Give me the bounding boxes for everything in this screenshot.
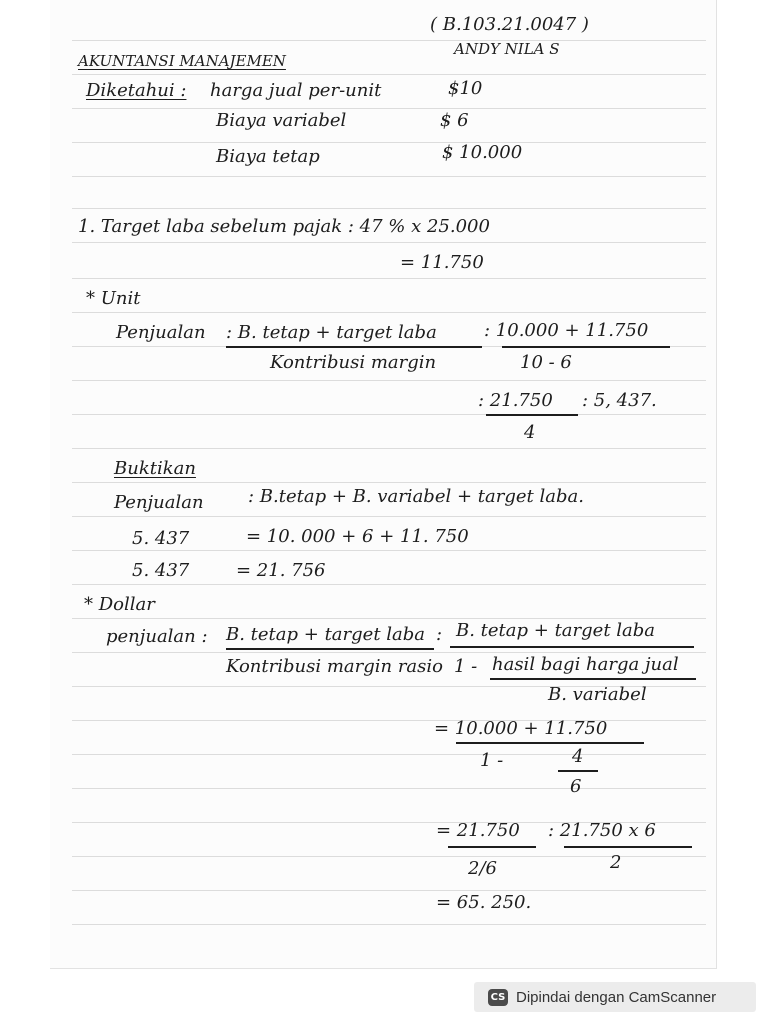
ruled-line xyxy=(72,618,706,619)
dollar-equals-sign: : xyxy=(436,624,443,645)
ruled-line xyxy=(72,652,706,653)
dollar-sales-label: penjualan : xyxy=(106,626,208,647)
camscanner-watermark xyxy=(474,982,756,1012)
check-row1-left: 5. 437 xyxy=(132,528,190,549)
dollar-rhs-inner-fraction-bar xyxy=(490,678,696,680)
ruled-line xyxy=(72,788,706,789)
unit-calc-numerator: : 10.000 + 11.750 xyxy=(484,320,649,341)
dollar-rhs-numerator: B. tetap + target laba xyxy=(456,620,656,641)
fixed-cost-label: Biaya tetap xyxy=(216,146,320,167)
check-heading: Buktikan xyxy=(114,458,196,479)
ruled-line xyxy=(72,754,706,755)
unit-calc-denominator: 10 - 6 xyxy=(520,352,572,373)
unit-result-numerator: : 21.750 xyxy=(478,390,553,411)
check-row1-right: = 10. 000 + 6 + 11. 750 xyxy=(246,526,469,547)
price-label: harga jual per-unit xyxy=(210,80,382,101)
dollar-rhs-inner-denominator: B. variabel xyxy=(548,684,647,705)
unit-heading: * Unit xyxy=(86,288,141,309)
unit-formula-fraction-bar xyxy=(226,346,482,348)
ruled-line xyxy=(72,584,706,585)
dollar-calc-numerator: = 10.000 + 11.750 xyxy=(434,718,608,739)
unit-formula-numerator: : B. tetap + target laba xyxy=(226,322,437,343)
dollar-formula-denominator: Kontribusi margin rasio xyxy=(226,656,443,677)
ruled-line xyxy=(72,720,706,721)
dollar-rhs-fraction-bar xyxy=(450,646,694,648)
ruled-line xyxy=(72,208,706,209)
check-formula: : B.tetap + B. variabel + target laba. xyxy=(248,486,584,507)
ruled-line xyxy=(72,380,706,381)
given-label: Diketahui : xyxy=(86,80,187,101)
target-profit-line: 1. Target laba sebelum pajak : 47 % x 25.000 xyxy=(78,216,490,237)
ruled-line xyxy=(72,414,706,415)
page-title: AKUNTANSI MANAJEMEN xyxy=(78,52,286,70)
ruled-line xyxy=(72,40,706,41)
unit-result-value: : 5, 437. xyxy=(582,390,657,411)
ruled-line xyxy=(72,516,706,517)
dollar-calc-fraction-bar xyxy=(456,742,644,744)
student-name: ANDY NILA S xyxy=(454,40,560,58)
dollar-result: = 65. 250. xyxy=(436,892,532,913)
dollar-formula-fraction-bar xyxy=(226,648,434,650)
ruled-line xyxy=(72,242,706,243)
variable-cost-label: Biaya variabel xyxy=(216,110,347,131)
dollar-step-rhs-numerator: : 21.750 x 6 xyxy=(548,820,656,841)
ruled-line xyxy=(72,482,706,483)
ruled-line xyxy=(72,74,706,75)
ruled-line xyxy=(72,924,706,925)
dollar-calc-inner-denominator: 6 xyxy=(570,776,582,797)
check-sales-label: Penjualan xyxy=(114,492,204,513)
ruled-line xyxy=(72,890,706,891)
ruled-line xyxy=(72,142,706,143)
camscanner-logo-icon: CS xyxy=(488,989,508,1006)
notebook-page xyxy=(50,0,717,969)
unit-result-fraction-bar xyxy=(486,414,578,416)
dollar-step-numerator: = 21.750 xyxy=(436,820,520,841)
dollar-calc-inner-numerator: 4 xyxy=(572,746,584,767)
dollar-step-denominator: 2/6 xyxy=(468,858,497,879)
dollar-rhs-denominator-prefix: 1 - xyxy=(454,656,478,677)
variable-cost-value: $ 6 xyxy=(440,110,469,131)
student-id: ( B.103.21.0047 ) xyxy=(430,14,589,35)
dollar-step-rhs-denominator: 2 xyxy=(610,852,622,873)
dollar-step-fraction-bar xyxy=(448,846,536,848)
fixed-cost-value: $ 10.000 xyxy=(442,142,523,163)
ruled-line xyxy=(72,108,706,109)
check-row2-right: = 21. 756 xyxy=(236,560,326,581)
ruled-line xyxy=(72,312,706,313)
ruled-line xyxy=(72,448,706,449)
ruled-line xyxy=(72,550,706,551)
target-profit-result: = 11.750 xyxy=(400,252,484,273)
dollar-calc-inner-fraction-bar xyxy=(558,770,598,772)
check-row2-left: 5. 437 xyxy=(132,560,190,581)
unit-calc-fraction-bar xyxy=(502,346,670,348)
unit-formula-denominator: Kontribusi margin xyxy=(270,352,437,373)
dollar-calc-denominator-prefix: 1 - xyxy=(480,750,504,771)
ruled-line xyxy=(72,278,706,279)
unit-sales-label: Penjualan xyxy=(116,322,206,343)
dollar-heading: * Dollar xyxy=(84,594,155,615)
dollar-rhs-inner-numerator: hasil bagi harga jual xyxy=(492,654,679,675)
ruled-line xyxy=(72,176,706,177)
dollar-formula-numerator: B. tetap + target laba xyxy=(226,624,426,645)
dollar-step-rhs-fraction-bar xyxy=(564,846,692,848)
unit-result-denominator: 4 xyxy=(524,422,536,443)
price-value: $10 xyxy=(448,78,483,99)
camscanner-text: Dipindai dengan CamScanner xyxy=(516,988,717,1006)
